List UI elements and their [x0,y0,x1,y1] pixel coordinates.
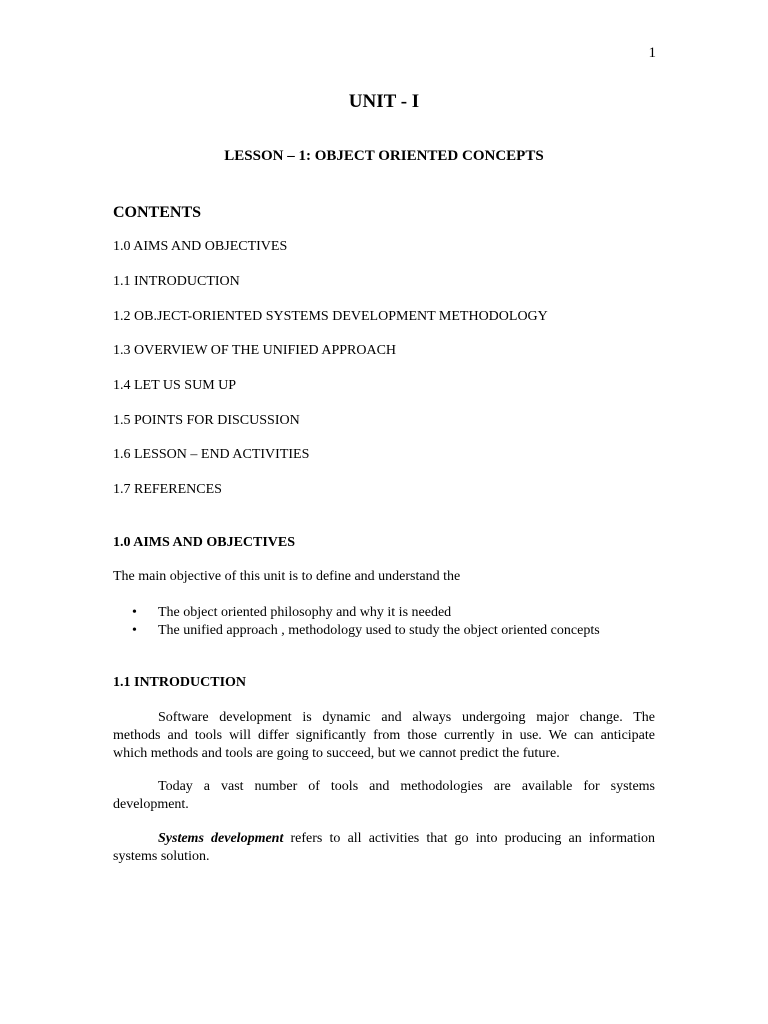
toc-item-references: 1.7 REFERENCES [113,482,222,497]
aims-bullet-list [132,604,600,640]
introduction-paragraph-1 [113,709,655,763]
bullet-text: The unified approach , methodology used to study the object oriented concepts [158,623,600,638]
paragraph-line: which methods and tools are going to succeed, but we cannot predict the future. [113,746,560,761]
toc-item-methodology: 1.2 OB.JECT-ORIENTED SYSTEMS DEVELOPMENT METHODOLOGY [113,309,548,324]
paragraph-line: Software development is dynamic and always undergoing major change. The [158,710,655,725]
emphasized-term: Systems development [158,831,284,846]
aims-intro: The main objective of this unit is to define and understand the [113,569,461,584]
introduction-heading: 1.1 INTRODUCTION [113,675,247,690]
toc-item-unified-approach: 1.3 OVERVIEW OF THE UNIFIED APPROACH [113,343,397,358]
toc-item-aims: 1.0 AIMS AND OBJECTIVES [113,239,288,254]
aims-heading: 1.0 AIMS AND OBJECTIVES [113,535,296,550]
introduction-paragraph-2 [113,778,655,814]
bullet-item [132,622,600,640]
unit-title: UNIT - I [348,91,420,112]
paragraph-line: Today a vast number of tools and methodologies are available for systems [158,779,655,794]
toc-item-sum-up: 1.4 LET US SUM UP [113,378,237,393]
bullet-item [132,604,600,622]
introduction-paragraph-3 [113,830,655,866]
page-number: 1 [648,45,656,61]
toc-item-discussion: 1.5 POINTS FOR DISCUSSION [113,413,300,428]
toc-item-end-activities: 1.6 LESSON – END ACTIVITIES [113,447,310,462]
contents-heading: CONTENTS [113,204,202,221]
bullet-icon: • [132,605,137,620]
paragraph-line: Systems development refers to all activities that go into producing an information [158,831,655,846]
paragraph-line: methods and tools will differ significantly from those currently in use. We can anticipate [113,728,655,743]
paragraph-line: development. [113,797,189,812]
bullet-text: The object oriented philosophy and why it is needed [158,605,452,620]
paragraph-line: systems solution. [113,849,210,864]
bullet-icon: • [132,623,137,638]
toc-item-introduction: 1.1 INTRODUCTION [113,274,240,289]
lesson-title: LESSON – 1: OBJECT ORIENTED CONCEPTS [224,148,544,164]
